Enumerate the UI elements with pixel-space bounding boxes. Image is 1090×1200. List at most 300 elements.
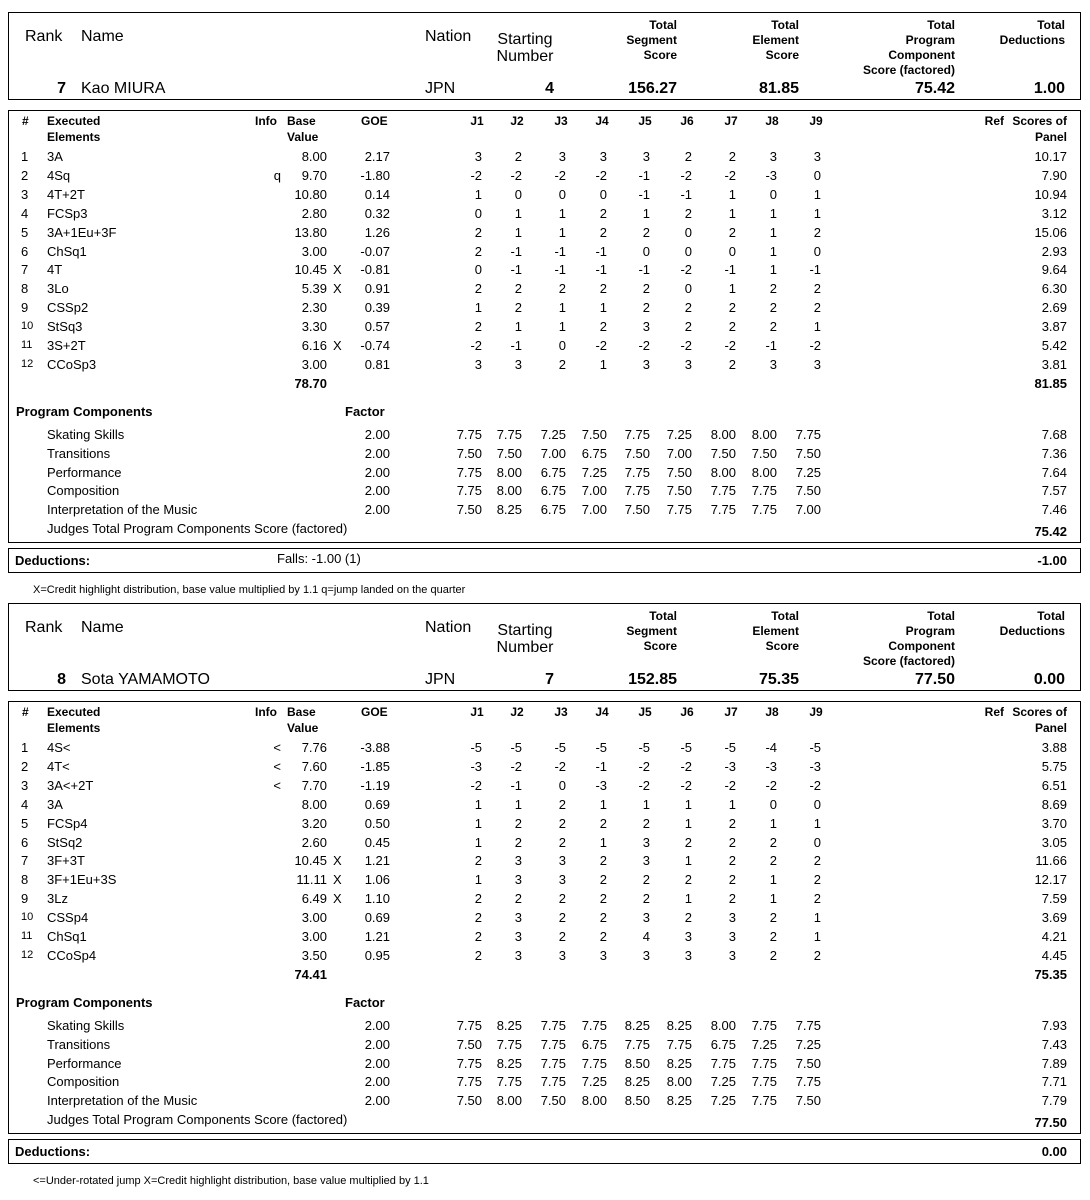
total-deductions-score: 0.00 [1033,671,1065,688]
total-segment-score: 156.27 [628,80,677,97]
judge-goe: 2 [558,929,566,944]
panel-header: Panel [1034,130,1067,144]
scores-of-header: Scores of [1012,705,1067,719]
goe-header: GOE [361,705,388,719]
judge-goe: 3 [728,910,736,926]
judge-goe: 2 [684,910,692,926]
total-pcs-header-line: Program [905,624,955,638]
element-number: 5 [21,815,29,831]
judge-goe: -2 [809,338,821,353]
judge-goe: 2 [813,224,821,240]
element-number: 9 [21,891,29,907]
element-info: < [273,740,281,755]
judge-goe: 3 [684,947,692,963]
total-pcs-header-line: Score (factored) [862,63,955,77]
judge-component-mark: 8.00 [496,1093,522,1109]
judge-goe: 0 [599,186,607,202]
judge-goe: 1 [558,300,566,316]
base-header: Base [287,705,316,719]
judge-component-mark: 6.75 [540,483,566,499]
component-name: Composition [47,1074,120,1090]
judge-goe: -2 [680,167,692,183]
judge-goe: -2 [724,338,736,353]
judge-goe: 2 [514,891,522,907]
judge-goe: 2 [474,319,482,335]
judge-component-mark: 7.75 [496,1036,522,1052]
judge-goe: 3 [642,319,650,335]
judge-goe: 3 [514,947,522,963]
judge-component-mark: 6.75 [540,502,566,518]
judge-goe: -3 [765,167,777,183]
total-pcs-header-line: Total [927,609,955,623]
judge-goe: 2 [474,910,482,926]
element-goe: -1.85 [360,758,390,774]
component-panel-score: 7.64 [1041,464,1067,480]
judge-goe: 2 [474,243,482,259]
judge-component-mark: 8.50 [624,1093,650,1109]
element-number: 6 [21,243,29,259]
name-header: Name [81,619,124,636]
judge-goe: 3 [642,947,650,963]
judge-component-mark: 8.00 [751,427,777,442]
judge-goe: 1 [728,281,736,297]
element-base-value: 3.00 [301,929,327,944]
num-header: # [22,114,29,128]
element-x-flag: X [333,338,342,353]
judge-goe: 3 [642,853,650,869]
judge-goe: 2 [684,319,692,335]
judge-goe: 2 [599,319,607,335]
element-base-value: 7.70 [301,777,327,793]
judge-goe: 2 [558,891,566,907]
total-pcs-header-line: Component [888,48,955,62]
judge-goe: 3 [684,356,692,372]
judge-goe: 3 [514,853,522,869]
judge-component-mark: 7.75 [795,1018,821,1033]
judge-goe: -1 [510,243,522,259]
judge-goe: 1 [514,224,522,240]
executed-header: Executed [47,705,101,719]
element-number: 9 [21,300,29,316]
judge-goe: 3 [769,149,777,164]
judge-goe: 3 [728,947,736,963]
skater-nation: JPN [425,671,456,688]
judge-component-mark: 8.25 [496,1018,522,1033]
judge-component-mark: 8.00 [710,427,736,442]
element-code: 3S+2T [47,338,86,353]
judge-header: J4 [595,705,609,719]
num-header: # [22,705,29,719]
component-panel-score: 7.79 [1041,1093,1067,1109]
judge-goe: 3 [769,356,777,372]
element-base-value: 3.00 [301,356,327,372]
judge-goe: -1 [638,167,650,183]
element-code: 3Lz [47,891,68,907]
judge-component-mark: 7.25 [581,464,607,480]
judge-goe: 2 [813,891,821,907]
factor-header: Factor [345,995,385,1010]
judge-goe: -3 [724,758,736,774]
judge-goe: -2 [680,758,692,774]
element-panel-score: 7.90 [1041,167,1067,183]
component-name: Transitions [47,445,111,461]
judge-goe: -5 [680,740,692,755]
judge-component-mark: 7.75 [496,427,522,442]
base-value-total: 74.41 [294,967,327,982]
judge-goe: 2 [599,815,607,831]
component-panel-score: 7.43 [1041,1036,1067,1052]
element-panel-score: 9.64 [1041,262,1067,278]
judge-goe: 2 [474,853,482,869]
judge-goe: 1 [684,796,692,812]
judge-component-mark: 7.50 [666,464,692,480]
elements-panel-total: 81.85 [1034,376,1067,391]
element-panel-score: 8.69 [1041,796,1067,812]
judge-goe: -5 [510,740,522,755]
judge-component-mark: 7.25 [581,1074,607,1090]
judge-goe: -3 [595,777,607,793]
total-element-header-line: Score [765,639,799,653]
element-base-value: 3.30 [301,319,327,335]
element-base-value: 6.16 [301,338,327,353]
judge-goe: -1 [809,262,821,278]
judge-goe: 2 [599,910,607,926]
starting-header: Starting [497,622,553,639]
total-segment-header-line: Score [643,48,677,62]
judge-header: J4 [595,114,609,128]
element-base-value: 10.80 [294,186,327,202]
element-number: 4 [21,205,29,221]
judge-goe: 4 [642,929,650,944]
judge-component-mark: 7.75 [710,1055,736,1071]
element-goe: 0.69 [364,910,390,926]
element-base-value: 8.00 [301,796,327,812]
judge-component-mark: 7.25 [666,427,692,442]
element-goe: 0.81 [364,356,390,372]
total-pcs-header-line: Total [927,18,955,32]
judge-goe: 2 [728,872,736,888]
judge-goe: 2 [684,872,692,888]
element-code: 3A<+2T [47,777,94,793]
judge-goe: -2 [680,262,692,278]
judge-goe: 2 [474,929,482,944]
component-panel-score: 7.68 [1041,427,1067,442]
judge-goe: 0 [813,796,821,812]
base-header: Base [287,114,316,128]
judge-component-mark: 7.75 [540,1074,566,1090]
judge-component-mark: 7.75 [751,502,777,518]
skater-nation: JPN [425,80,456,97]
deductions-box [8,1139,1081,1164]
judge-component-mark: 7.50 [581,427,607,442]
component-name: Skating Skills [47,1018,125,1033]
judge-header: J8 [765,705,779,719]
deductions-total: -1.00 [1037,553,1067,568]
ref-header: Ref [984,705,1004,719]
judge-component-mark: 8.00 [710,464,736,480]
element-number: 7 [21,262,29,278]
component-factor: 2.00 [364,1093,390,1109]
judge-goe: 2 [514,300,522,316]
judge-component-mark: 7.75 [666,1036,692,1052]
judge-goe: 2 [769,300,777,316]
judge-goe: 1 [684,853,692,869]
judge-goe: 2 [728,853,736,869]
judge-header: J1 [470,114,484,128]
judge-goe: 2 [684,205,692,221]
judge-component-mark: 7.75 [624,1036,650,1052]
element-panel-score: 15.06 [1034,224,1067,240]
judge-goe: 3 [642,356,650,372]
judge-component-mark: 7.50 [795,1055,821,1071]
judge-component-mark: 7.75 [540,1018,566,1033]
element-code: StSq3 [47,319,83,335]
judge-component-mark: 8.50 [624,1055,650,1071]
element-code: CSSp2 [47,300,89,316]
judge-goe: 0 [474,205,482,221]
total-pcs-header-line: Score (factored) [862,654,955,668]
judge-goe: 3 [558,149,566,164]
judge-goe: 3 [599,149,607,164]
element-base-value: 2.80 [301,205,327,221]
element-panel-score: 3.69 [1041,910,1067,926]
judge-goe: 2 [514,149,522,164]
judge-component-mark: 7.50 [456,1093,482,1109]
judge-goe: 3 [813,149,821,164]
element-number: 6 [21,834,29,850]
judge-goe: 0 [684,281,692,297]
footnote: <=Under-rotated jump X=Credit highlight distribution, base value multiplied by 1.1 [33,1175,429,1187]
element-code: FCSp4 [47,815,88,831]
skater-name: Sota YAMAMOTO [81,671,210,688]
judge-goe: -1 [638,262,650,278]
element-panel-score: 3.88 [1041,740,1067,755]
judge-header: J2 [510,705,524,719]
component-factor: 2.00 [364,1018,390,1033]
judge-component-mark: 7.50 [666,483,692,499]
judge-header: J9 [809,705,823,719]
element-x-flag: X [333,891,342,907]
judge-goe: 1 [769,815,777,831]
judge-goe: 2 [769,910,777,926]
judge-goe: -2 [638,758,650,774]
judge-goe: 2 [558,356,566,372]
number-header: Number [496,48,554,65]
judges-total-pcs-label: Judges Total Program Components Score (factored) [47,521,348,536]
judge-header: J1 [470,705,484,719]
element-goe: -1.80 [360,167,390,183]
judge-component-mark: 7.00 [666,445,692,461]
judge-goe: 2 [769,319,777,335]
judge-goe: -1 [510,262,522,278]
judge-component-mark: 7.25 [795,1036,821,1052]
component-panel-score: 7.57 [1041,483,1067,499]
element-panel-score: 10.94 [1034,186,1067,202]
judges-total-pcs-value: 75.42 [1034,524,1067,539]
judge-component-mark: 7.75 [751,1055,777,1071]
judge-goe: 2 [642,300,650,316]
executed-header: Executed [47,114,101,128]
judge-component-mark: 8.00 [496,464,522,480]
judge-goe: -2 [595,167,607,183]
component-factor: 2.00 [364,1074,390,1090]
judge-goe: 0 [728,243,736,259]
judge-goe: 2 [514,834,522,850]
judge-goe: -2 [809,777,821,793]
element-base-value: 13.80 [294,224,327,240]
component-name: Skating Skills [47,427,125,442]
skater-starting-number: 7 [545,671,554,688]
element-number: 1 [21,740,29,755]
judge-goe: 3 [599,947,607,963]
judge-goe: -5 [809,740,821,755]
total-element-header-line: Score [765,48,799,62]
judge-component-mark: 7.00 [795,502,821,518]
judge-goe: 2 [642,224,650,240]
judge-goe: 1 [474,300,482,316]
judge-goe: 3 [684,929,692,944]
element-number: 4 [21,796,29,812]
total-segment-header-line: Total [649,609,677,623]
judge-goe: 1 [813,929,821,944]
judge-component-mark: 8.00 [666,1074,692,1090]
judge-goe: 2 [728,834,736,850]
judge-goe: 1 [514,796,522,812]
element-code: 3F+1Eu+3S [47,872,117,888]
element-panel-score: 3.87 [1041,319,1067,335]
judge-goe: 2 [514,281,522,297]
judge-goe: 2 [728,300,736,316]
judge-goe: 2 [514,815,522,831]
judge-goe: 0 [813,167,821,183]
judge-goe: 2 [813,872,821,888]
judge-goe: -1 [724,262,736,278]
judge-goe: 3 [514,356,522,372]
judge-goe: 2 [599,872,607,888]
element-goe: 2.17 [364,149,390,164]
skater-starting-number: 4 [545,80,554,97]
component-name: Performance [47,1055,122,1071]
judge-component-mark: 6.75 [581,1036,607,1052]
element-panel-score: 6.30 [1041,281,1067,297]
judge-goe: 2 [599,224,607,240]
judge-goe: 2 [728,356,736,372]
element-number: 11 [21,339,33,351]
component-panel-score: 7.89 [1041,1055,1067,1071]
judge-goe: 2 [474,891,482,907]
element-code: 4T< [47,758,70,774]
judge-goe: 2 [684,834,692,850]
judge-goe: 2 [558,834,566,850]
judge-component-mark: 8.00 [751,464,777,480]
judge-goe: 2 [599,929,607,944]
factor-header: Factor [345,404,385,419]
element-goe: 0.50 [364,815,390,831]
judge-goe: 3 [558,872,566,888]
judge-goe: -2 [724,167,736,183]
judge-goe: -1 [680,186,692,202]
judge-goe: 1 [684,815,692,831]
component-factor: 2.00 [364,445,390,461]
goe-header: GOE [361,114,388,128]
judge-goe: 2 [684,300,692,316]
judge-component-mark: 7.50 [795,445,821,461]
judge-header: J2 [510,114,524,128]
judge-goe: 2 [558,815,566,831]
judge-goe: 1 [514,205,522,221]
element-code: 4Sq [47,167,71,183]
judge-goe: 1 [558,205,566,221]
judge-component-mark: 7.00 [540,445,566,461]
rank-header: Rank [25,28,63,45]
element-goe: 1.06 [364,872,390,888]
component-panel-score: 7.71 [1041,1074,1067,1090]
judge-goe: 2 [558,910,566,926]
element-panel-score: 4.21 [1041,929,1067,944]
element-goe: 0.39 [364,300,390,316]
judge-goe: -1 [510,777,522,793]
judge-component-mark: 8.25 [496,1055,522,1071]
element-x-flag: X [333,281,342,297]
judge-goe: 2 [813,947,821,963]
element-panel-score: 5.42 [1041,338,1067,353]
judge-goe: 2 [728,815,736,831]
element-panel-score: 3.12 [1041,205,1067,221]
total-deductions-header-line: Deductions [999,33,1065,47]
judge-goe: 2 [599,281,607,297]
element-panel-score: 2.69 [1041,300,1067,316]
judge-goe: 1 [813,319,821,335]
element-panel-score: 3.70 [1041,815,1067,831]
judge-goe: 0 [684,243,692,259]
judge-component-mark: 7.00 [581,502,607,518]
element-goe: 0.32 [364,205,390,221]
element-code: ChSq1 [47,929,87,944]
element-goe: -3.88 [360,740,390,755]
element-goe: 1.10 [364,891,390,907]
total-pcs-score: 77.50 [914,671,955,688]
judge-component-mark: 7.75 [581,1018,607,1033]
element-goe: 0.95 [364,947,390,963]
element-number: 5 [21,224,29,240]
judge-goe: 0 [514,186,522,202]
judge-goe: 2 [769,281,777,297]
element-goe: -0.81 [360,262,390,278]
judge-goe: -1 [554,243,566,259]
component-panel-score: 7.46 [1041,502,1067,518]
judge-component-mark: 7.75 [751,1018,777,1033]
judge-goe: -2 [554,167,566,183]
judge-goe: -2 [638,338,650,353]
judge-goe: 2 [813,300,821,316]
judge-goe: 1 [813,910,821,926]
judge-header: J9 [809,114,823,128]
program-components-header: Program Components [16,404,153,419]
total-element-score: 75.35 [758,671,799,688]
component-factor: 2.00 [364,502,390,518]
judge-goe: 1 [599,356,607,372]
judge-goe: -1 [595,758,607,774]
deductions-label: Deductions: [15,553,91,568]
element-x-flag: X [333,262,342,278]
judge-component-mark: 7.50 [624,445,650,461]
judge-goe: 0 [813,243,821,259]
judge-component-mark: 8.25 [666,1093,692,1109]
judge-component-mark: 7.50 [795,1093,821,1109]
total-deductions-header-line: Total [1037,609,1065,623]
judge-component-mark: 7.25 [540,427,566,442]
judge-component-mark: 8.00 [496,483,522,499]
